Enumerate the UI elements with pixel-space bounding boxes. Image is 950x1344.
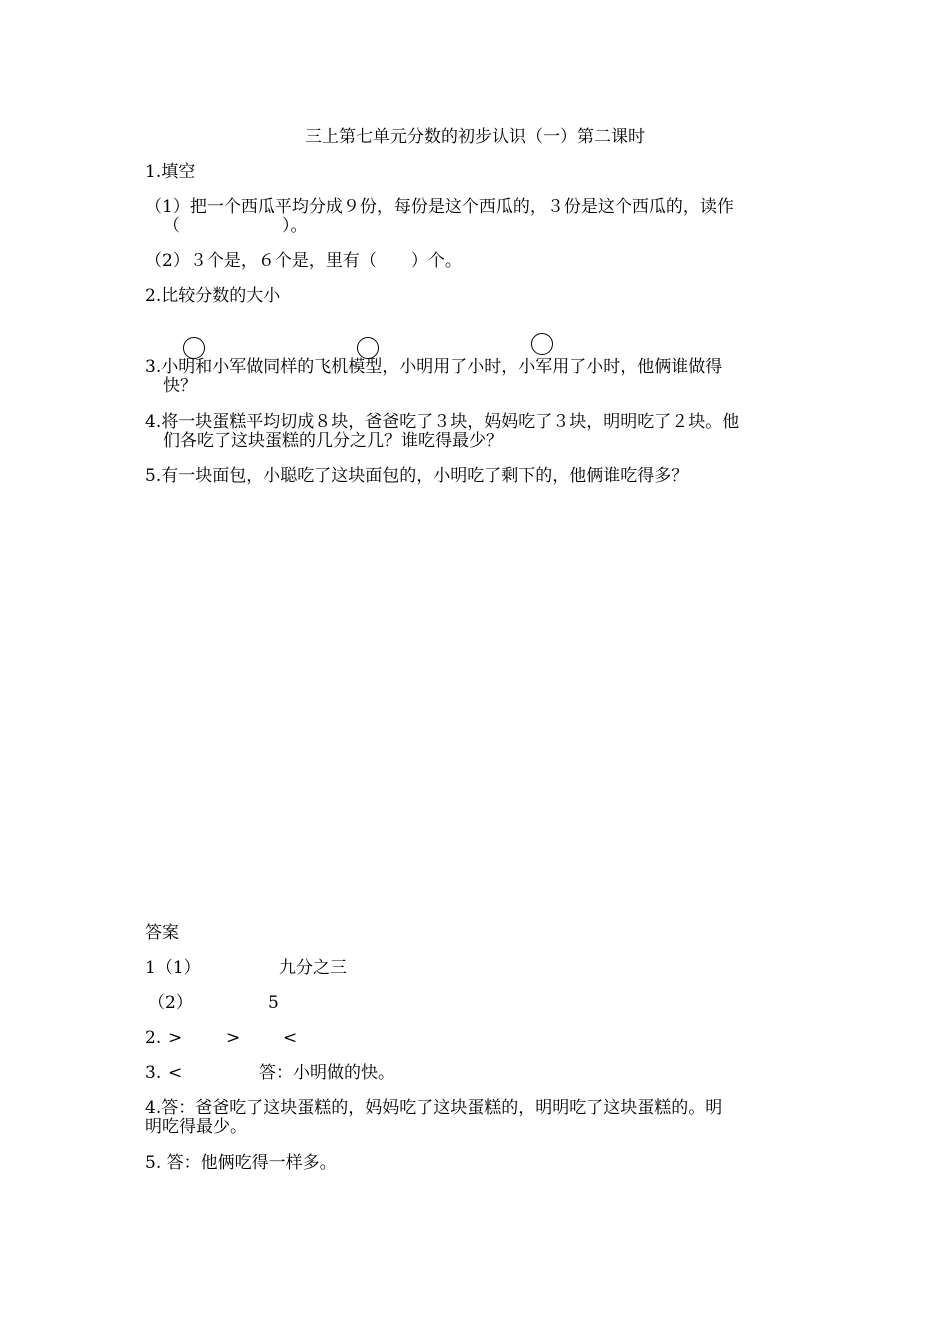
answer-1-value: 九分之三 bbox=[279, 958, 347, 978]
q5-line1: 5.有一块面包，小聪吃了这块面包的，小明吃了剩下的，他俩谁吃得多？ bbox=[145, 466, 689, 486]
q2-heading: 2.比较分数的大小 bbox=[145, 286, 281, 306]
page-title: 三上第七单元分数的初步认识（一）第二课时 bbox=[305, 127, 645, 147]
answer-1b-value: 5 bbox=[268, 993, 279, 1013]
q1-item2: （2）３个是，６个是，里有（ ）个。 bbox=[145, 251, 462, 271]
answer-1b-label: （2） bbox=[148, 993, 193, 1013]
answer-3-text: 答：小明做的快。 bbox=[259, 1063, 395, 1083]
q1-heading: 1.填空 bbox=[145, 162, 196, 182]
compare-circle-3[interactable] bbox=[531, 333, 553, 355]
answer-2-value-2: > bbox=[226, 1028, 241, 1048]
q3-line2: 快？ bbox=[163, 376, 197, 396]
answer-5: 5. 答：他俩吃得一样多。 bbox=[145, 1153, 337, 1173]
answer-3-value: < bbox=[168, 1063, 183, 1083]
answer-4-line1: 4.答：爸爸吃了这块蛋糕的，妈妈吃了这块蛋糕的，明明吃了这块蛋糕的。明 bbox=[145, 1098, 723, 1118]
q1-item1-line1: （1）把一个西瓜平均分成９份，每份是这个西瓜的，３份是这个西瓜的，读作 bbox=[145, 197, 734, 217]
answer-3-label: 3. bbox=[145, 1063, 162, 1083]
compare-circle-2[interactable] bbox=[357, 337, 379, 359]
compare-circle-1[interactable] bbox=[183, 337, 205, 359]
q4-line2: 们各吃了这块蛋糕的几分之几？谁吃得最少？ bbox=[163, 431, 503, 451]
q4-line1: 4.将一块蛋糕平均切成８块，爸爸吃了３块，妈妈吃了３块，明明吃了２块。他 bbox=[145, 412, 740, 432]
answer-2-value-1: > bbox=[168, 1028, 183, 1048]
answer-1-label: 1（1） bbox=[145, 958, 201, 978]
answer-4-line2: 明吃得最少。 bbox=[145, 1117, 247, 1137]
answer-2-label: 2. bbox=[145, 1028, 162, 1048]
answer-2-value-3: < bbox=[283, 1028, 298, 1048]
q1-item1-line2: （ ）。 bbox=[163, 216, 308, 236]
answers-heading: 答案 bbox=[145, 923, 179, 943]
q3-line1: 3.小明和小军做同样的飞机模型，小明用了小时，小军用了小时，他俩谁做得 bbox=[145, 357, 723, 377]
